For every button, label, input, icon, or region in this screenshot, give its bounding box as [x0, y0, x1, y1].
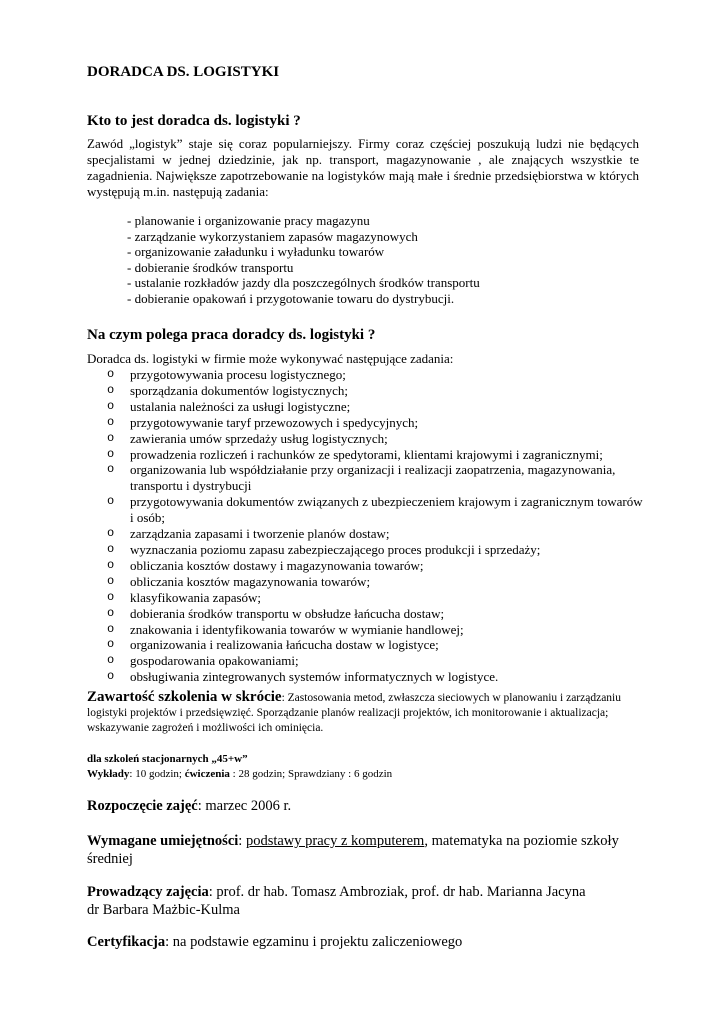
- start-date: [87, 797, 647, 815]
- bullet-icon: o: [107, 669, 115, 684]
- bullet-icon: o: [107, 367, 115, 381]
- list-item-text: zawierania umów sprzedaży usług logistycznych;: [130, 430, 388, 446]
- bullet-icon: o: [107, 573, 115, 588]
- section1-paragraph: Zawód „logistyk” staje się coraz popularniejszy. Firmy coraz częściej poszukują ludzi nie będących specjalistami w jednej dziedzinie, jak np. transport, magazynowanie , ale znających wszystkie te zagadnienia. Największe zapotrzebowanie na logistyków mają małe i średnie przedsiębiorstwa w których występują m.in. następują zadania:: [87, 136, 639, 199]
- instructors-label: Prowadzący zajęcia: [87, 884, 209, 900]
- list-item-text: organizowania lub współdziałanie przy organizacji i realizacji zaopatrzenia, magazynowania, transportu i dystrybucji: [130, 462, 616, 494]
- required-skills: [87, 832, 647, 868]
- list-item-text: obliczania kosztów dostawy i magazynowania towarów;: [130, 557, 424, 573]
- task-item: - dobieranie opakowań i przygotowanie towaru do dystrybucji.: [127, 290, 455, 306]
- start-label: Rozpoczęcie zajęć: [87, 798, 198, 814]
- list-item: [87, 542, 647, 558]
- list-item-text: zarządzania zapasami i tworzenie planów dostaw;: [130, 526, 390, 542]
- summary-label: Zawartość szkolenia w skrócie: [87, 689, 282, 705]
- list-item-text: znakowania i identyfikowania towarów w wymianie handlowej;: [130, 621, 464, 637]
- list-item: [87, 526, 647, 542]
- document-title: DORADCA DS. LOGISTYKI: [87, 64, 280, 80]
- list-item: [87, 574, 647, 590]
- task-item: - zarządzanie wykorzystaniem zapasów magazynowych: [127, 228, 418, 244]
- instructors-names: : prof. dr hab. Tomasz Ambroziak, prof. dr hab. Marianna Jacyna: [208, 884, 586, 900]
- list-item-text: obsługiwania zintegrowanych systemów informatycznych w logistyce.: [130, 669, 499, 685]
- list-item-text: wyznaczania poziomu zapasu zabezpieczającego proces produkcji i sprzedaży;: [130, 541, 541, 557]
- skills-label: Wymagane umiejętności: [87, 833, 239, 849]
- list-item: [87, 415, 647, 431]
- bullet-icon: o: [107, 605, 115, 620]
- bullet-icon: o: [107, 637, 115, 652]
- bullet-icon: o: [107, 382, 115, 397]
- list-item-text: prowadzenia rozliczeń i rachunków ze spedytorami, klientami krajowymi i zagranicznymi;: [130, 446, 603, 462]
- schedule-heading: dla szkoleń stacjonarnych „45+w”: [87, 753, 248, 765]
- list-item: [87, 669, 647, 685]
- list-item: [87, 622, 647, 638]
- list-item: [87, 606, 647, 622]
- task-item: - organizowanie załadunku i wyładunku towarów: [127, 244, 385, 259]
- list-item: [87, 367, 647, 383]
- exercises-label: ćwiczenia: [184, 768, 230, 780]
- instructors: [87, 883, 647, 919]
- skills-rest: , matematyka na poziomie szkoły średniej: [87, 833, 619, 867]
- section2-intro: Doradca ds. logistyki w firmie może wykonywać następujące zadania:: [87, 351, 454, 366]
- bullet-icon: o: [107, 526, 115, 541]
- list-item: [87, 590, 647, 606]
- lectures-label: Wykłady: [87, 768, 130, 780]
- list-item: [87, 494, 647, 526]
- list-item-text: klasyfikowania zapasów;: [130, 589, 262, 605]
- section2-heading: Na czym polega praca doradcy ds. logistyki ?: [87, 327, 376, 343]
- section1-heading: Kto to jest doradca ds. logistyki ?: [87, 113, 301, 129]
- training-summary: [87, 690, 647, 736]
- list-item-text: obliczania kosztów magazynowania towarów;: [130, 573, 371, 589]
- bullet-icon: o: [107, 494, 115, 509]
- list-item-text: organizowania i realizowania łańcucha dostaw w logistyce;: [130, 637, 439, 653]
- duties-list: [87, 367, 647, 685]
- instructors-line1: [87, 883, 647, 901]
- certification-value: : na podstawie egzaminu i projektu zaliczeniowego: [165, 934, 463, 950]
- instructors-line2: dr Barbara Mażbic-Kulma: [87, 902, 240, 918]
- list-item-text: gospodarowania opakowaniami;: [130, 653, 299, 669]
- certification: [87, 933, 647, 951]
- list-item: [87, 431, 647, 447]
- list-item-text: przygotowywania dokumentów związanych z ubezpieczeniem krajowym i zagranicznym towarów i osób;: [130, 494, 643, 526]
- list-item-text: ustalania należności za usługi logistyczne;: [130, 398, 351, 414]
- task-item: - ustalanie rozkładów jazdy dla poszczególnych środków transportu: [127, 275, 480, 290]
- list-item: [87, 383, 647, 399]
- lectures-value: : 10 godzin;: [129, 768, 185, 780]
- bullet-icon: o: [107, 430, 115, 445]
- list-item-text: sporządzania dokumentów logistycznych;: [130, 382, 349, 398]
- bullet-icon: o: [107, 398, 115, 413]
- bullet-icon: o: [107, 589, 115, 604]
- list-item-text: dobierania środków transportu w obsłudze łańcucha dostaw;: [130, 605, 445, 621]
- skills-underlined: podstawy pracy z komputerem: [245, 833, 425, 849]
- list-item: [87, 447, 647, 463]
- list-item-text: przygotowywanie taryf przewozowych i spedycyjnych;: [130, 414, 419, 430]
- task-item: - dobieranie środków transportu: [127, 259, 294, 275]
- bullet-icon: o: [107, 621, 115, 636]
- list-item: [87, 462, 647, 494]
- exercises-value: : 28 godzin; Sprawdziany : 6 godzin: [229, 768, 393, 780]
- bullet-icon: o: [107, 414, 115, 429]
- list-item: [87, 637, 647, 653]
- bullet-icon: o: [107, 446, 115, 461]
- bullet-icon: o: [107, 541, 115, 556]
- certification-label: Certyfikacja: [87, 934, 166, 950]
- bullet-icon: o: [107, 653, 115, 668]
- summary-text: : Zastosowania metod, zwłaszcza sieciowych w planowaniu i zarządzaniu logistyki projektów i przedsięwzięć. Sporządzanie planów realizacji projektów, ich monitorowanie i aktualizacja; wskazywanie zagrożeń i możliwości ich ominięcia.: [87, 692, 621, 734]
- list-item: [87, 558, 647, 574]
- schedule-block: [87, 752, 647, 782]
- list-item: [87, 653, 647, 669]
- skills-separator: :: [238, 833, 246, 849]
- task-item: - planowanie i organizowanie pracy magazynu: [127, 213, 370, 228]
- bullet-icon: o: [107, 557, 115, 572]
- list-item-text: przygotowywania procesu logistycznego;: [130, 367, 346, 382]
- schedule-hours: [87, 767, 647, 782]
- bullet-icon: o: [107, 462, 115, 477]
- task-list: [127, 213, 480, 306]
- list-item: [87, 399, 647, 415]
- start-value: : marzec 2006 r.: [197, 798, 292, 814]
